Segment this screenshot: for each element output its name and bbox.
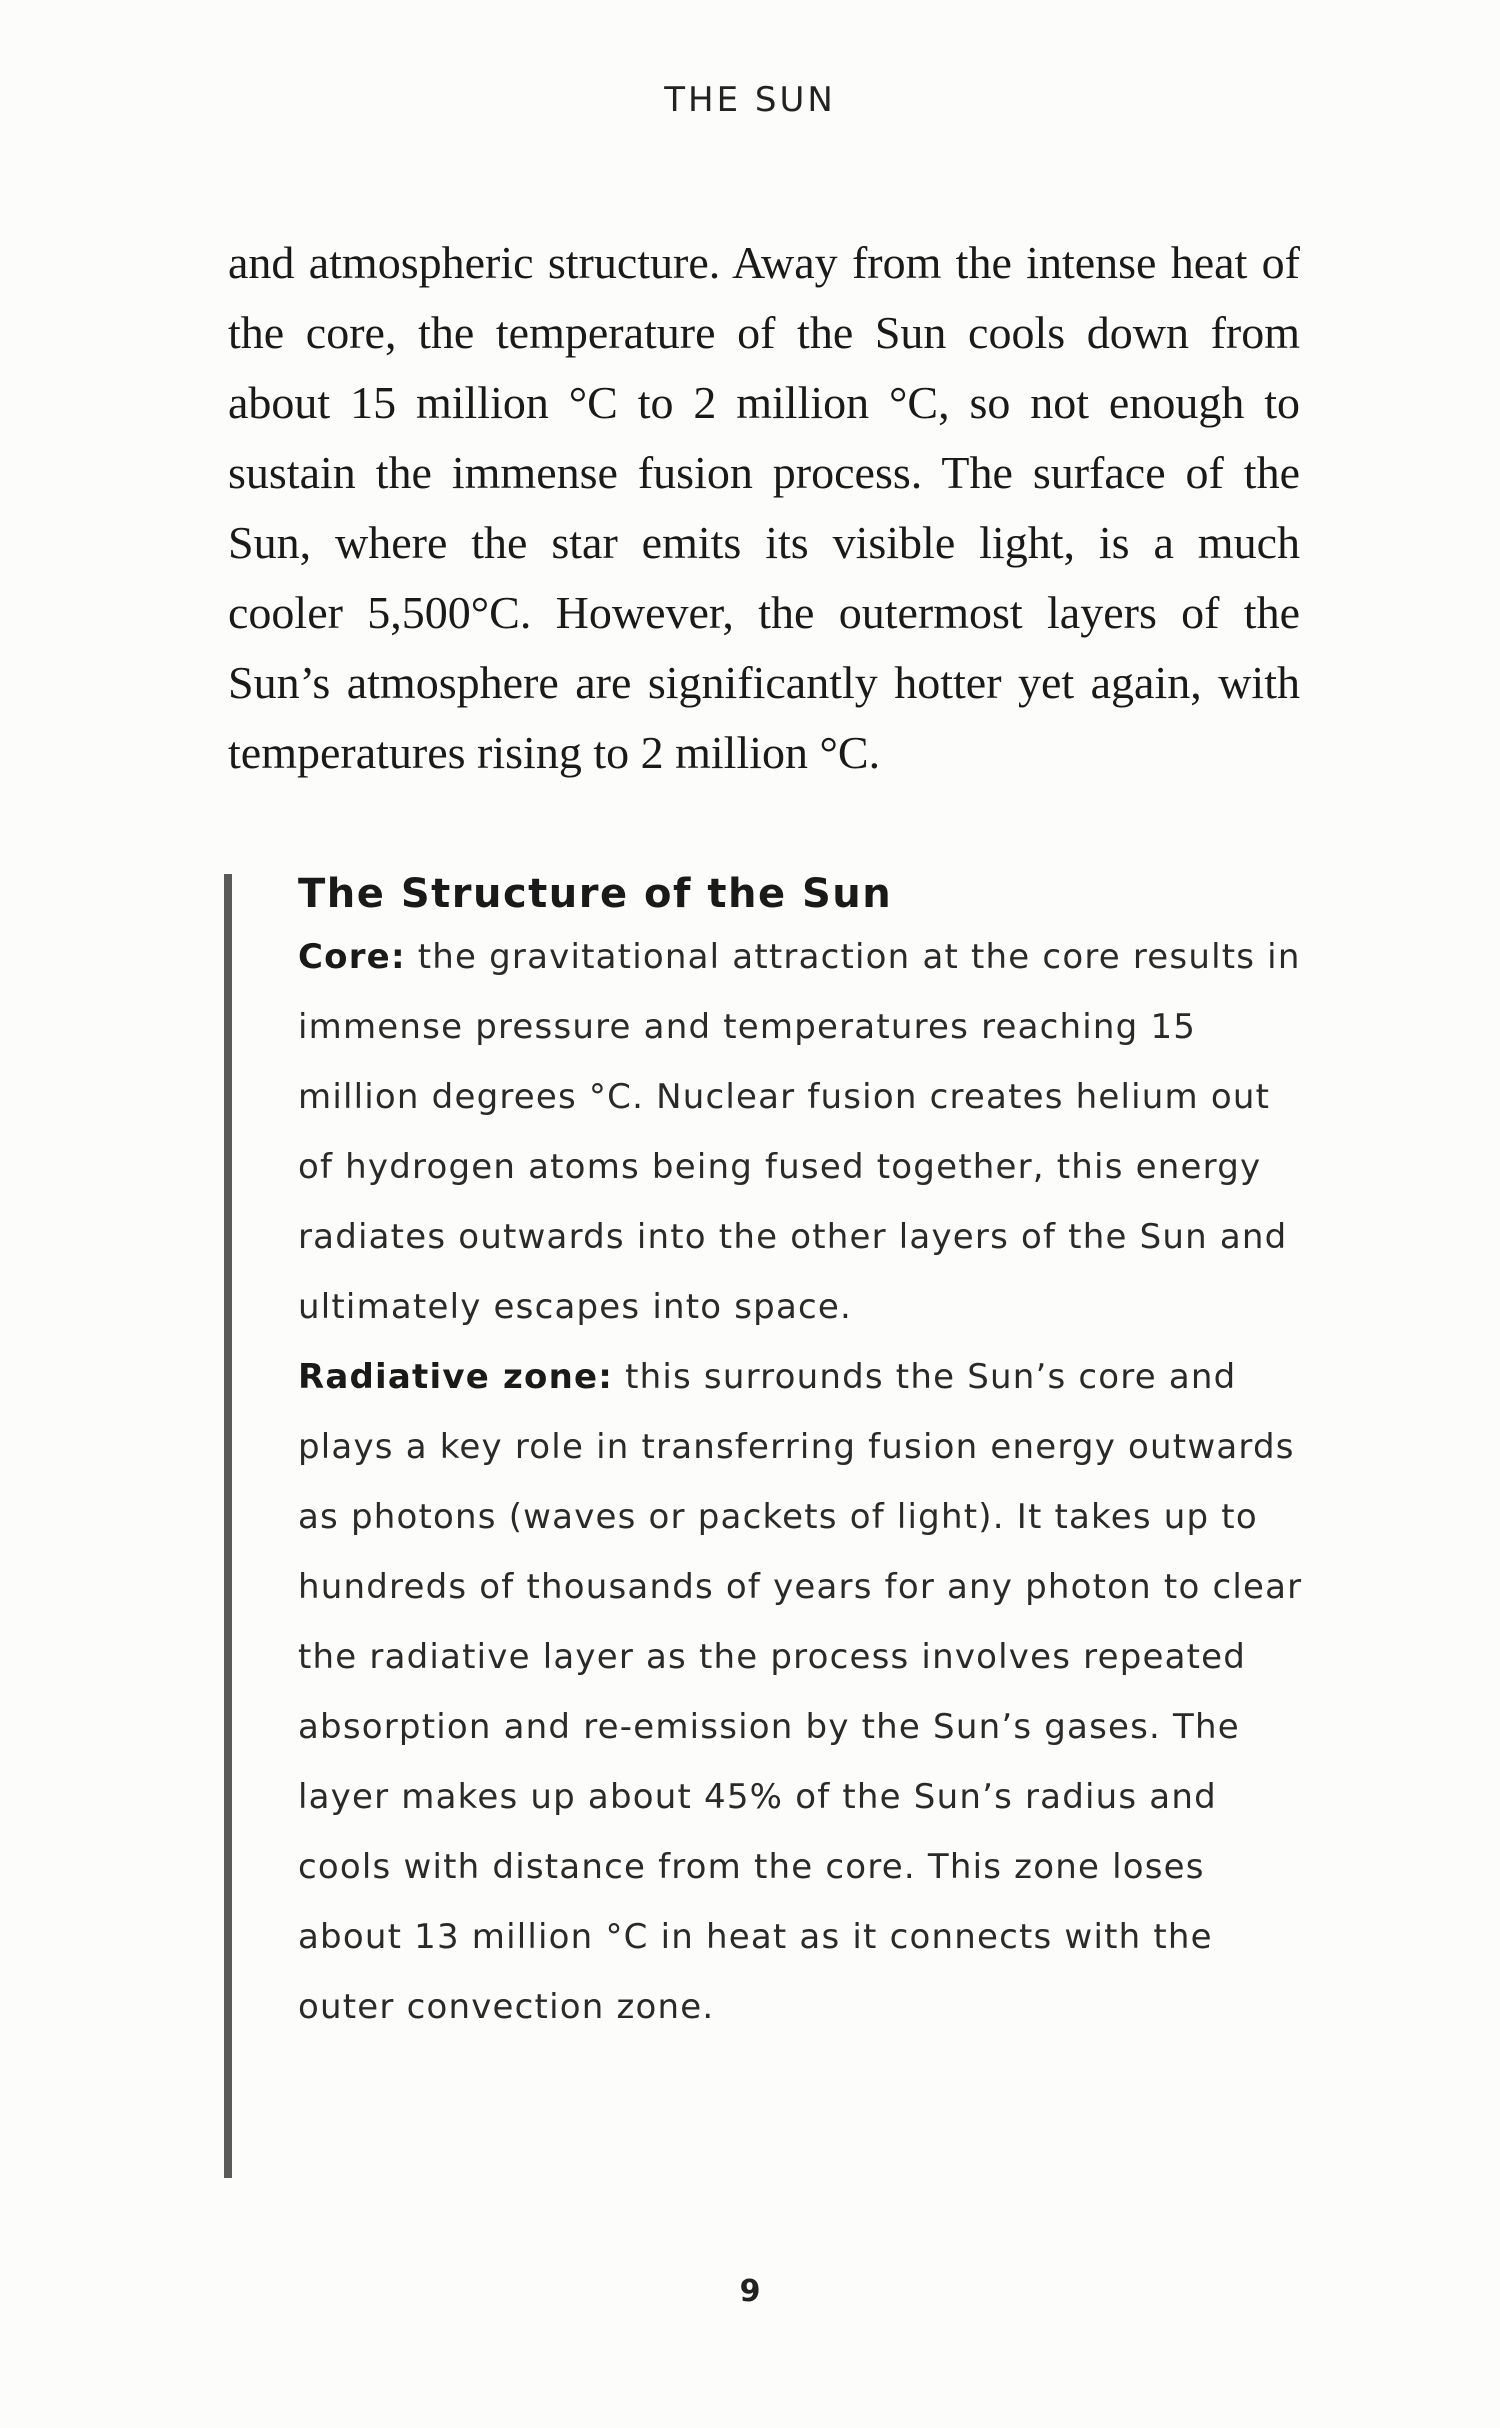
sidebar-title: The Structure of the Sun	[298, 871, 893, 917]
entry-text-radiative-zone: this surrounds the Sun’s core and plays a key role in transferring fusion energy outwards as photons (waves or packets of light). It takes up to hundreds of thousands of years for any photon to clear the radiative layer as the process involves repeated absorption and re-emission by the Sun’s gases. The layer makes up about 45% of the Sun’s radius and cools with distance from the core. This zone loses about 13 million °C in heat as it connects with the outer convection zone.	[298, 1357, 1303, 2027]
entry-radiative-zone	[298, 1342, 1314, 2042]
body-paragraph: and atmospheric structure. Away from the intense heat of the core, the temperature of the Sun cools down from about 15 million °C to 2 million °C, so not enough to sustain the immense fusion process. The surface of the Sun, where the star emits its visible light, is a much cooler 5,500°C. However, the outermost layers of the Sun’s atmosphere are significantly hotter yet again, with temperatures rising to 2 million °C.	[228, 237, 1300, 778]
sidebar-rule	[224, 874, 232, 2178]
entry-term-core: Core:	[298, 937, 406, 977]
entry-core	[298, 922, 1314, 1342]
entry-term-radiative-zone: Radiative zone:	[298, 1357, 614, 1397]
sidebar-box	[224, 866, 1314, 2186]
page-number: 9	[739, 2274, 761, 2309]
entry-text-core: the gravitational attraction at the core results in immense pressure and temperatures reaching 15 million degrees °C. Nuclear fusion creates helium out of hydrogen atoms being fused together, this energy radiates outwards into the other layers of the Sun and ultimately escapes into space.	[298, 937, 1301, 1327]
running-head: THE SUN	[664, 80, 836, 120]
